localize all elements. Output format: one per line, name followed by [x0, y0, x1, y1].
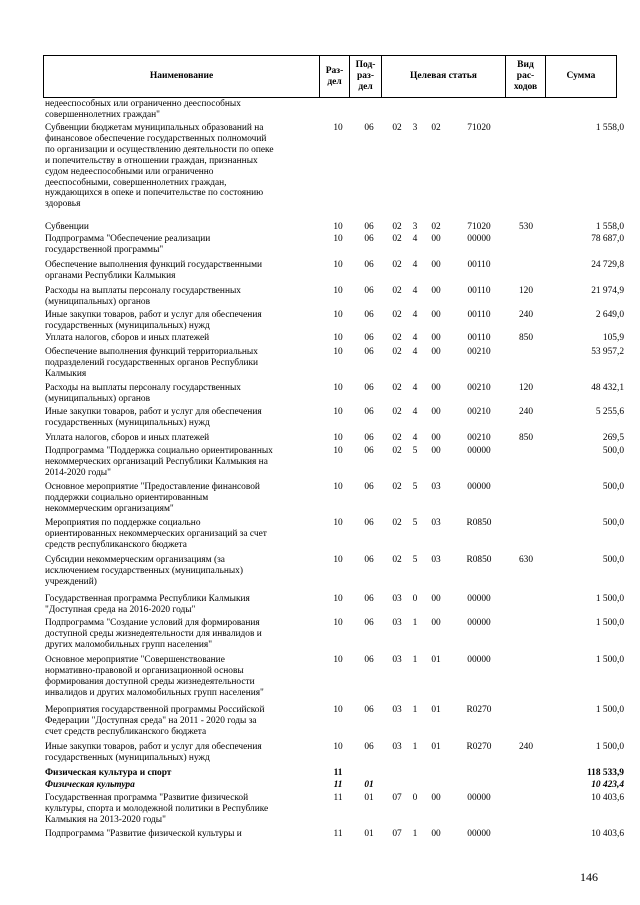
cell-name: Обеспечение выполнения функций территориальных подразделений государственных органов Республики Калмыкия	[45, 347, 259, 379]
cell-rz: 10	[333, 123, 343, 133]
cell-sum: 118 533,9	[587, 768, 624, 778]
cell-p: 02	[392, 555, 402, 565]
header-vid: Вид рас- ходов	[506, 56, 546, 97]
cell-rz: 10	[333, 310, 343, 320]
cell-code: 00210	[467, 433, 491, 443]
cell-p: 03	[392, 594, 402, 604]
cell-sum: 10 423,4	[591, 780, 624, 790]
cell-p: 02	[392, 222, 402, 232]
cell-sum: 500,0	[602, 482, 624, 492]
cell-rz: 10	[333, 433, 343, 443]
cell-p: 07	[392, 793, 402, 803]
cell-pr: 06	[364, 705, 374, 715]
header-razdel: Раз- дел	[320, 56, 350, 97]
cell-s: 5	[412, 446, 418, 456]
cell-name: Мероприятия государственной программы Российской Федерации "Доступная среда" на 2011 - 2020 годы за счет средств республиканского бюджета	[45, 705, 265, 737]
cell-m: 00	[431, 433, 441, 443]
cell-s: 5	[412, 518, 418, 528]
cell-p: 03	[392, 655, 402, 665]
cell-code: 00000	[467, 793, 491, 803]
cell-name: Расходы на выплаты персоналу государственных (муниципальных) органов	[45, 286, 241, 307]
cell-sum: 500,0	[602, 518, 624, 528]
cell-s: 5	[412, 555, 418, 565]
cell-m: 02	[431, 222, 441, 232]
cell-name: Мероприятия по поддержке социально ориентированных некоммерческих организаций за счет средств республиканского бюджета	[45, 518, 267, 550]
cell-p: 02	[392, 433, 402, 443]
cell-code: 71020	[467, 222, 491, 232]
cell-name: Субсидии некоммерческим организациям (за исключением государственных (муниципальных) учреждений)	[45, 555, 243, 587]
cell-s: 1	[412, 655, 418, 665]
cell-rz: 10	[333, 446, 343, 456]
cell-sum: 10 403,6	[591, 829, 624, 839]
cell-vr: 530	[518, 222, 534, 232]
cell-code: R0270	[466, 742, 492, 752]
cell-p: 02	[392, 407, 402, 417]
cell-rz: 10	[333, 705, 343, 715]
cell-s: 0	[412, 594, 418, 604]
cell-rz: 11	[333, 829, 343, 839]
cell-s: 4	[412, 347, 418, 357]
cell-m: 00	[431, 347, 441, 357]
cell-name: Обеспечение выполнения функций государственными органами Республики Калмыкия	[45, 260, 263, 281]
cell-rz: 10	[333, 222, 343, 232]
cell-rz: 11	[333, 768, 343, 778]
cell-rz: 10	[333, 555, 343, 565]
cell-name: Физическая культура и спорт	[45, 768, 172, 778]
cell-code: 00000	[467, 234, 491, 244]
cell-pr: 06	[364, 618, 374, 628]
cell-sum: 24 729,8	[591, 260, 624, 270]
cell-name: Подпрограмма "Поддержка социально ориентированных некоммерческих организаций Республики Калмыкия на 2014-2020 годы"	[45, 446, 273, 478]
cell-m: 00	[431, 383, 441, 393]
cell-code: 00210	[467, 347, 491, 357]
cell-pr: 06	[364, 518, 374, 528]
cell-p: 03	[392, 705, 402, 715]
cell-m: 01	[431, 655, 441, 665]
cell-code: 00000	[467, 618, 491, 628]
cell-code: 00000	[467, 482, 491, 492]
cell-name: Иные закупки товаров, работ и услуг для обеспечения государственных (муниципальных) нужд	[45, 742, 262, 763]
cell-name: Основное мероприятие "Совершенствование нормативно-правовой и организационной основы формирования доступной среды жизнедеятельности инвалидов и других маломобильных групп населения"	[45, 655, 264, 698]
cell-p: 07	[392, 829, 402, 839]
cell-sum: 48 432,1	[591, 383, 624, 393]
cell-s: 4	[412, 234, 418, 244]
cell-code: 00110	[467, 286, 491, 296]
cell-name: Иные закупки товаров, работ и услуг для обеспечения государственных (муниципальных) нужд	[45, 407, 262, 428]
cell-m: 00	[431, 407, 441, 417]
cell-pr: 01	[364, 793, 374, 803]
cell-sum: 500,0	[602, 555, 624, 565]
cell-sum: 78 687,0	[591, 234, 624, 244]
header-podrazdel: Под- раз- дел	[350, 56, 382, 97]
cell-sum: 10 403,6	[591, 793, 624, 803]
cell-rz: 10	[333, 655, 343, 665]
cell-s: 3	[412, 123, 418, 133]
cell-s: 1	[412, 829, 418, 839]
cell-code: 00110	[467, 333, 491, 343]
cell-code: R0850	[466, 555, 492, 565]
cell-m: 00	[431, 829, 441, 839]
cell-code: R0270	[466, 705, 492, 715]
cell-rz: 10	[333, 260, 343, 270]
cell-name: Государственная программа "Развитие физической культуры, спорта и молодежной политики в Республике Калмыкия на 2013-2020 годы"	[45, 793, 269, 825]
cell-m: 00	[431, 310, 441, 320]
cell-pr: 06	[364, 310, 374, 320]
cell-rz: 10	[333, 383, 343, 393]
cell-sum: 1 500,0	[595, 618, 624, 628]
cell-s: 1	[412, 705, 418, 715]
cell-m: 00	[431, 446, 441, 456]
cell-m: 00	[431, 793, 441, 803]
header-target: Целевая статья	[382, 56, 506, 97]
cell-rz: 10	[333, 594, 343, 604]
cell-s: 1	[412, 618, 418, 628]
cell-pr: 06	[364, 347, 374, 357]
cell-s: 4	[412, 383, 418, 393]
cell-sum: 1 500,0	[595, 594, 624, 604]
cell-rz: 10	[333, 286, 343, 296]
cell-code: 00000	[467, 655, 491, 665]
cell-code: 00000	[467, 594, 491, 604]
cell-rz: 11	[333, 793, 343, 803]
cell-code: 71020	[467, 123, 491, 133]
cell-code: 00210	[467, 407, 491, 417]
cell-m: 00	[431, 286, 441, 296]
cell-sum: 5 255,6	[595, 407, 624, 417]
cell-p: 02	[392, 310, 402, 320]
cell-vr: 120	[518, 286, 534, 296]
cell-pr: 06	[364, 655, 374, 665]
cell-rz: 10	[333, 518, 343, 528]
cell-pr: 06	[364, 482, 374, 492]
cell-p: 02	[392, 286, 402, 296]
cell-sum: 1 558,0	[595, 222, 624, 232]
cell-vr: 630	[518, 555, 534, 565]
cell-name: Уплата налогов, сборов и иных платежей	[45, 333, 210, 343]
cell-m: 00	[431, 618, 441, 628]
cell-rz: 10	[333, 407, 343, 417]
cell-rz: 10	[333, 347, 343, 357]
cell-name: Физическая культура	[45, 780, 135, 790]
cell-s: 4	[412, 286, 418, 296]
cell-name: недееспособных или ограниченно дееспособных совершеннолетних граждан"	[45, 99, 241, 120]
cell-pr: 06	[364, 446, 374, 456]
cell-p: 03	[392, 742, 402, 752]
cell-m: 03	[431, 555, 441, 565]
cell-pr: 06	[364, 222, 374, 232]
cell-m: 00	[431, 260, 441, 270]
cell-p: 02	[392, 446, 402, 456]
cell-pr: 06	[364, 260, 374, 270]
cell-pr: 06	[364, 433, 374, 443]
cell-code: R0850	[466, 518, 492, 528]
cell-pr: 06	[364, 742, 374, 752]
cell-s: 4	[412, 260, 418, 270]
cell-name: Иные закупки товаров, работ и услуг для обеспечения государственных (муниципальных) нужд	[45, 310, 262, 331]
cell-pr: 06	[364, 383, 374, 393]
cell-p: 02	[392, 333, 402, 343]
cell-s: 3	[412, 222, 418, 232]
cell-name: Подпрограмма "Развитие физической культуры и	[45, 829, 242, 839]
cell-pr: 06	[364, 123, 374, 133]
cell-sum: 269,5	[602, 433, 624, 443]
cell-pr: 06	[364, 407, 374, 417]
cell-vr: 240	[518, 742, 534, 752]
cell-sum: 2 649,0	[595, 310, 624, 320]
cell-rz: 11	[333, 780, 343, 790]
cell-m: 01	[431, 742, 441, 752]
cell-sum: 21 974,9	[591, 286, 624, 296]
cell-p: 02	[392, 518, 402, 528]
cell-p: 03	[392, 618, 402, 628]
cell-rz: 10	[333, 742, 343, 752]
cell-s: 4	[412, 333, 418, 343]
cell-pr: 06	[364, 286, 374, 296]
cell-rz: 10	[333, 618, 343, 628]
table-header	[43, 55, 617, 98]
cell-sum: 1 500,0	[595, 655, 624, 665]
cell-pr: 06	[364, 333, 374, 343]
cell-s: 4	[412, 433, 418, 443]
cell-p: 02	[392, 260, 402, 270]
cell-sum: 53 957,2	[591, 347, 624, 357]
cell-p: 02	[392, 482, 402, 492]
cell-m: 03	[431, 482, 441, 492]
cell-m: 03	[431, 518, 441, 528]
cell-p: 02	[392, 123, 402, 133]
cell-rz: 10	[333, 333, 343, 343]
cell-pr: 06	[364, 555, 374, 565]
cell-s: 1	[412, 742, 418, 752]
header-sum: Сумма	[566, 71, 596, 81]
cell-sum: 1 500,0	[595, 742, 624, 752]
cell-name: Основное мероприятие "Предоставление финансовой поддержки социально ориентированным некоммерческим организациям"	[45, 482, 260, 514]
cell-code: 00110	[467, 260, 491, 270]
cell-pr: 06	[364, 234, 374, 244]
cell-vr: 240	[518, 407, 534, 417]
cell-name: Субвенции	[45, 222, 89, 232]
cell-vr: 240	[518, 310, 534, 320]
cell-name: Расходы на выплаты персоналу государственных (муниципальных) органов	[45, 383, 241, 404]
cell-name: Государственная программа Республики Калмыкия "Доступная среда на 2016-2020 годы"	[45, 594, 250, 615]
cell-p: 02	[392, 234, 402, 244]
cell-code: 00000	[467, 446, 491, 456]
header-name: Наименование	[44, 56, 320, 97]
cell-s: 4	[412, 407, 418, 417]
cell-pr: 01	[364, 780, 374, 790]
cell-rz: 10	[333, 234, 343, 244]
cell-code: 00110	[467, 310, 491, 320]
page-number: 146	[580, 870, 598, 884]
cell-m: 00	[431, 234, 441, 244]
cell-vr: 120	[518, 383, 534, 393]
cell-sum: 1 558,0	[595, 123, 624, 133]
cell-m: 02	[431, 123, 441, 133]
cell-m: 01	[431, 705, 441, 715]
cell-name: Уплата налогов, сборов и иных платежей	[45, 433, 210, 443]
cell-sum: 1 500,0	[595, 705, 624, 715]
cell-name: Субвенции бюджетам муниципальных образований на финансовое обеспечение государственных полномочий по организации и осуществлению деятельности по опеке и попечительству в отношении граждан, признанных судом недееспособными или ограниченно дееспособными, совершеннолетних граждан, нуждающихся в опеке и попечительстве по состоянию здоровья	[45, 123, 274, 210]
cell-name: Подпрограмма "Обеспечение реализации государственной программы"	[45, 234, 211, 255]
cell-p: 02	[392, 383, 402, 393]
cell-sum: 105,9	[602, 333, 624, 343]
cell-s: 5	[412, 482, 418, 492]
cell-vr: 850	[518, 433, 534, 443]
cell-pr: 01	[364, 829, 374, 839]
cell-s: 4	[412, 310, 418, 320]
cell-s: 0	[412, 793, 418, 803]
cell-code: 00000	[467, 829, 491, 839]
cell-code: 00210	[467, 383, 491, 393]
cell-m: 00	[431, 594, 441, 604]
cell-p: 02	[392, 347, 402, 357]
cell-rz: 10	[333, 482, 343, 492]
cell-m: 00	[431, 333, 441, 343]
cell-sum: 500,0	[602, 446, 624, 456]
cell-name: Подпрограмма "Создание условий для формирования доступной среды жизнедеятельности для инвалидов и других маломобильных групп населения"	[45, 618, 262, 650]
cell-vr: 850	[518, 333, 534, 343]
cell-pr: 06	[364, 594, 374, 604]
